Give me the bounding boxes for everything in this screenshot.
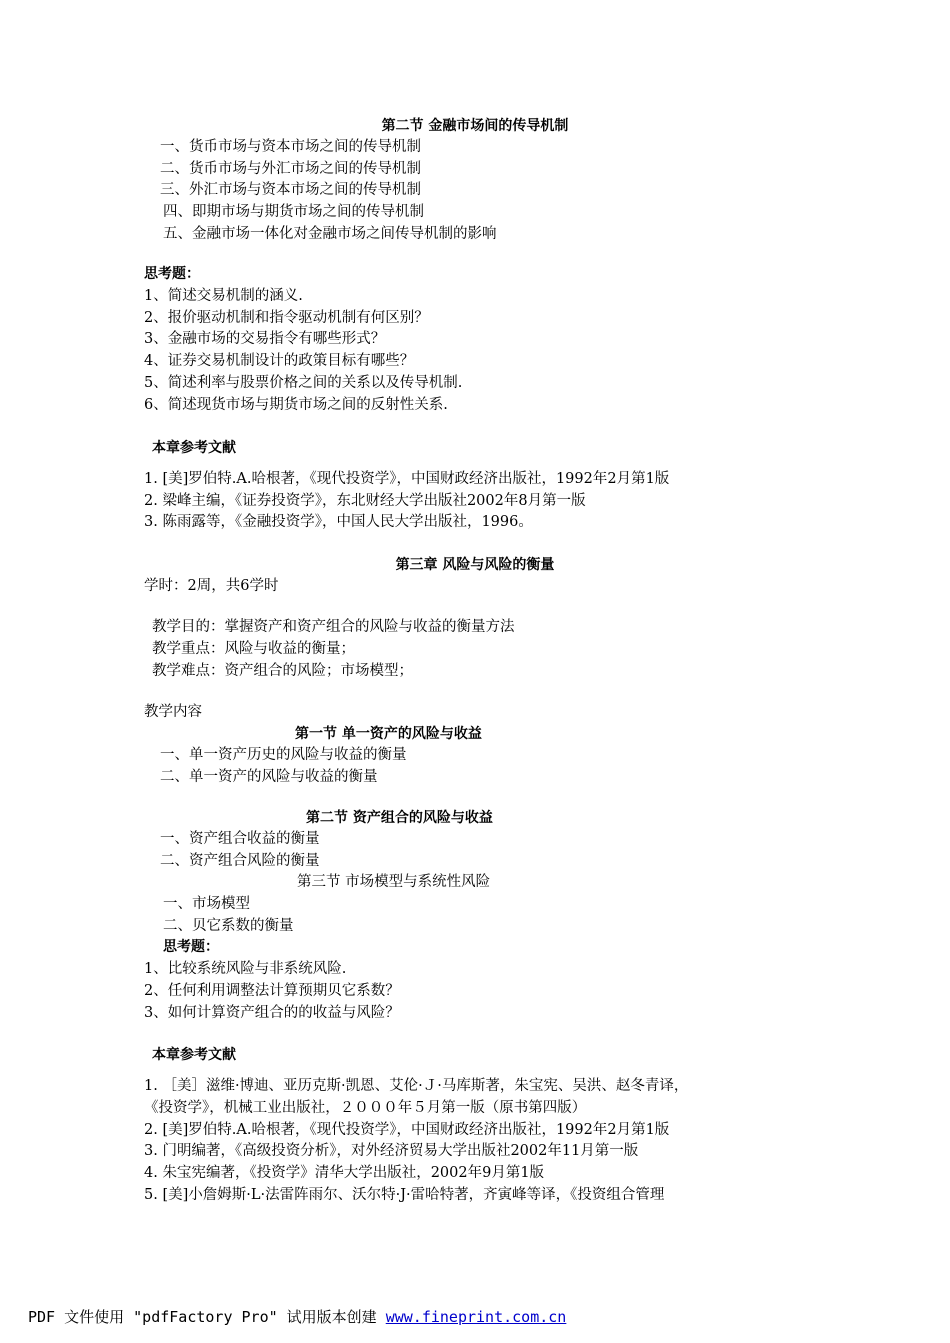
- outline-item: 一、货币市场与资本市场之间的传导机制: [160, 139, 421, 155]
- outline-item: 一、单一资产历史的风险与收益的衡量: [160, 747, 407, 763]
- question-item: 1、简述交易机制的涵义.: [144, 288, 303, 304]
- outline-item: 一、市场模型: [163, 896, 250, 912]
- outline-item: 三、外汇市场与资本市场之间的传导机制: [160, 182, 421, 198]
- question-item: 3、如何计算资产组合的的收益与风险？: [144, 1005, 400, 1021]
- chapter-title: 第三章 风险与风险的衡量: [395, 557, 555, 573]
- section-title: 第二节 金融市场间的传导机制: [381, 118, 569, 134]
- reference-item: 3. 陈雨露等，《金融投资学》，中国人民大学出版社，1996。: [144, 514, 533, 530]
- question-item: 3、金融市场的交易指令有哪些形式？: [144, 331, 386, 347]
- reference-item: 1. ［美］滋维·博迪、亚历克斯·凯恩、艾伦·Ｊ·马库斯著，朱宝宪、吴洪、赵冬青译，: [144, 1078, 689, 1094]
- outline-item: 二、资产组合风险的衡量: [160, 853, 320, 869]
- section-title: 第二节 资产组合的风险与收益: [306, 810, 493, 826]
- reference-item: 2. [美]罗伯特.A.哈根著，《现代投资学》，中国财政经济出版社，1992年2月第1版: [144, 1122, 670, 1138]
- section-title: 第三节 市场模型与系统性风险: [297, 874, 491, 890]
- question-item: 2、任何利用调整法计算预期贝它系数？: [144, 983, 400, 999]
- section-title: 第一节 单一资产的风险与收益: [295, 726, 482, 742]
- outline-item: 二、贝它系数的衡量: [163, 918, 294, 934]
- references-heading: 本章参考文献: [152, 440, 236, 456]
- reference-item: 1. [美]罗伯特.A.哈根著，《现代投资学》，中国财政经济出版社，1992年2月第1版: [144, 471, 670, 487]
- pdf-footer: [28, 1307, 566, 1327]
- reference-item: 2. 梁峰主编，《证券投资学》，东北财经大学出版社2002年8月第一版: [144, 493, 586, 509]
- outline-item: 五、金融市场一体化对金融市场之间传导机制的影响: [163, 226, 497, 242]
- reference-item-continued: 《投资学》，机械工业出版社，２０００年５月第一版（原书第四版）: [144, 1100, 587, 1116]
- question-item: 2、报价驱动机制和指令驱动机制有何区别？: [144, 310, 429, 326]
- questions-heading: 思考题：: [163, 939, 219, 955]
- question-item: 5、简述利率与股票价格之间的关系以及传导机制.: [144, 375, 463, 391]
- footer-link[interactable]: www.fineprint.com.cn: [385, 1308, 567, 1326]
- question-item: 6、简述现货市场与期货市场之间的反射性关系.: [144, 397, 448, 413]
- outline-item: 二、货币市场与外汇市场之间的传导机制: [160, 161, 421, 177]
- question-item: 4、证券交易机制设计的政策目标有哪些？: [144, 353, 415, 369]
- questions-heading: 思考题：: [144, 266, 200, 282]
- outline-item: 四、即期市场与期货市场之间的传导机制: [163, 204, 424, 220]
- footer-text: PDF 文件使用 "pdfFactory Pro" 试用版本创建: [28, 1308, 386, 1326]
- teaching-focus: 教学重点：风险与收益的衡量；: [152, 641, 355, 657]
- teaching-content-label: 教学内容: [144, 704, 202, 720]
- reference-item: 5. [美]小詹姆斯·L·法雷阵雨尔、沃尔特·J·雷哈特著，齐寅峰等译，《投资组合管理: [144, 1187, 665, 1203]
- outline-item: 二、单一资产的风险与收益的衡量: [160, 769, 378, 785]
- question-item: 1、比较系统风险与非系统风险.: [144, 961, 347, 977]
- study-hours: 学时：2周，共6学时: [144, 578, 279, 594]
- references-heading: 本章参考文献: [152, 1047, 236, 1063]
- reference-item: 4. 朱宝宪编著，《投资学》清华大学出版社，2002年9月第1版: [144, 1165, 545, 1181]
- teaching-difficulty: 教学难点：资产组合的风险；市场模型；: [152, 663, 413, 679]
- outline-item: 一、资产组合收益的衡量: [160, 831, 320, 847]
- teaching-goal: 教学目的：掌握资产和资产组合的风险与收益的衡量方法: [152, 619, 515, 635]
- reference-item: 3. 门明编著，《高级投资分析》，对外经济贸易大学出版社2002年11月第一版: [144, 1143, 639, 1159]
